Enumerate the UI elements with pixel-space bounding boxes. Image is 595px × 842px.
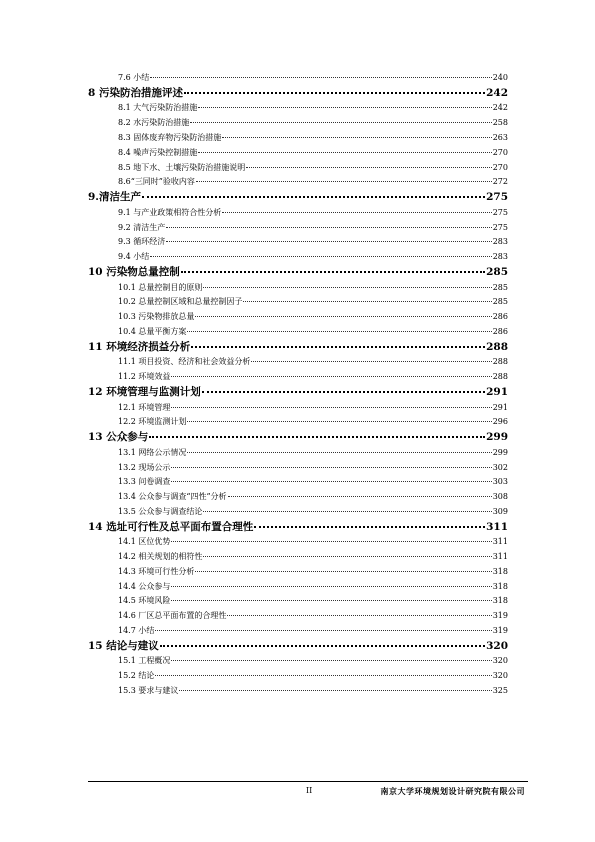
toc-entry-page: 309 (492, 506, 508, 516)
toc-entry-page: 285 (486, 265, 508, 278)
toc-entry-page: 240 (492, 73, 508, 82)
toc-section-entry[interactable] (88, 461, 508, 476)
toc-section-entry[interactable] (88, 446, 508, 461)
toc-entry-page: 286 (492, 312, 508, 322)
toc-entry-page: 288 (486, 340, 508, 353)
toc-entry-page: 270 (492, 147, 508, 157)
toc-entry-title: 10.2 总量控制区域和总量控制因子 (118, 297, 243, 307)
toc-entry-page: 320 (486, 639, 508, 652)
toc-entry-title: 8.3 固体废弃物污染防治措施 (118, 132, 222, 142)
toc-entry-title: 13.4 公众参与调查“四性”分析 (118, 492, 227, 502)
toc-entry-title: 9.2 清洁生产 (118, 222, 166, 232)
toc-entry-page: 285 (492, 282, 508, 292)
toc-entry-title: 9.4 小结 (118, 252, 150, 262)
toc-dot-leader (149, 436, 485, 438)
toc-chapter-entry[interactable] (88, 340, 508, 356)
toc-entry-page: 318 (492, 581, 508, 591)
toc-section-entry[interactable] (88, 310, 508, 325)
toc-entry-page: 299 (486, 431, 508, 444)
toc-entry-page: 291 (492, 402, 508, 412)
toc-entry-page: 288 (492, 372, 508, 382)
toc-dot-leader (179, 690, 491, 691)
toc-section-entry[interactable] (88, 146, 508, 161)
toc-dot-leader (171, 586, 491, 587)
toc-section-entry[interactable] (88, 250, 508, 265)
toc-entry-title: 10.4 总量平衡方案 (118, 326, 187, 336)
toc-section-entry[interactable] (88, 71, 508, 86)
toc-dot-leader (150, 256, 491, 257)
toc-dot-leader (251, 361, 491, 362)
toc-dot-leader (187, 331, 491, 332)
toc-dot-leader (150, 77, 491, 78)
toc-section-entry[interactable] (88, 669, 508, 684)
toc-dot-leader (166, 241, 491, 242)
toc-entry-title: 11 环境经济损益分析 (88, 340, 191, 353)
toc-dot-leader (171, 467, 491, 468)
toc-entry-title: 12.2 环境监测计划 (118, 417, 187, 427)
toc-entry-page: 291 (486, 385, 508, 398)
toc-entry-title: 9.3 循环经济 (118, 237, 166, 247)
toc-entry-page: 303 (492, 477, 508, 487)
toc-chapter-entry[interactable] (88, 385, 508, 401)
toc-dot-leader (195, 316, 491, 317)
toc-entry-title: 8.2 水污染防治措施 (118, 118, 190, 128)
toc-entry-page: 318 (492, 596, 508, 606)
toc-section-entry[interactable] (88, 131, 508, 146)
toc-dot-leader (191, 346, 485, 348)
toc-entry-title: 15.3 要求与建议 (118, 686, 179, 696)
toc-dot-leader (184, 92, 485, 94)
toc-entry-title: 13.3 问卷调查 (118, 477, 171, 487)
toc-dot-leader (171, 481, 491, 482)
toc-entry-title: 9.1 与产业政策相符合性分析 (118, 207, 222, 217)
toc-section-entry[interactable] (88, 370, 508, 385)
footer-organization: 南京大学环境规划设计研究院有限公司 (380, 786, 525, 796)
toc-entry-page: 311 (486, 520, 508, 533)
toc-dot-leader (171, 376, 491, 377)
toc-entry-page: 311 (492, 537, 508, 547)
toc-section-entry[interactable] (88, 295, 508, 310)
toc-section-entry[interactable] (88, 505, 508, 520)
toc-section-entry[interactable] (88, 401, 508, 416)
toc-entry-title: 13 公众参与 (88, 431, 149, 444)
toc-dot-leader (142, 196, 485, 198)
toc-entry-title: 8.1 大气污染防治措施 (118, 103, 198, 113)
toc-entry-page: 283 (492, 237, 508, 247)
toc-section-entry[interactable] (88, 565, 508, 580)
toc-entry-title: 13.1 网络公示情况 (118, 447, 187, 457)
toc-section-entry[interactable] (88, 654, 508, 669)
toc-section-entry[interactable] (88, 355, 508, 370)
toc-entry-title: 9.清洁生产 (88, 191, 141, 204)
toc-section-entry[interactable] (88, 161, 508, 176)
toc-entry-title: 10.1 总量控制目的原则 (118, 282, 203, 292)
toc-entry-page: 275 (492, 207, 508, 217)
toc-entry-title: 12 环境管理与监测计划 (88, 385, 201, 398)
toc-dot-leader (190, 122, 491, 123)
toc-dot-leader (155, 630, 491, 631)
toc-entry-title: 8.6“三同时”验收内容 (118, 177, 195, 187)
toc-dot-leader (254, 526, 485, 528)
toc-entry-title: 12.1 环境管理 (118, 402, 171, 412)
toc-section-entry[interactable] (88, 624, 508, 639)
toc-section-entry[interactable] (88, 281, 508, 296)
toc-entry-title: 7.6 小结 (118, 73, 150, 82)
toc-dot-leader (243, 301, 491, 302)
toc-entry-page: 320 (492, 671, 508, 681)
toc-section-entry[interactable] (88, 325, 508, 340)
toc-section-entry[interactable] (88, 550, 508, 565)
toc-dot-leader (160, 645, 485, 647)
toc-dot-leader (171, 600, 491, 601)
toc-entry-page: 296 (492, 417, 508, 427)
toc-entry-title: 11.2 环境效益 (118, 372, 171, 382)
toc-dot-leader (195, 571, 491, 572)
toc-chapter-entry[interactable] (88, 520, 508, 536)
toc-dot-leader (181, 271, 485, 273)
toc-entry-page: 288 (492, 357, 508, 367)
toc-entry-page: 275 (486, 191, 508, 204)
toc-dot-leader (187, 421, 491, 422)
toc-dot-leader (196, 181, 492, 182)
toc-dot-leader (155, 675, 491, 676)
toc-entry-page: 242 (486, 86, 508, 99)
toc-entry-title: 15.2 结论 (118, 671, 155, 681)
table-of-contents (88, 71, 508, 699)
toc-entry-title: 14.7 小结 (118, 626, 155, 636)
toc-dot-leader (246, 167, 491, 168)
toc-entry-page: 270 (492, 162, 508, 172)
toc-entry-title: 8.5 地下水、土壤污染防治措施说明 (118, 162, 246, 172)
toc-entry-title: 14.6 厂区总平面布置的合理性 (118, 611, 227, 621)
toc-entry-title: 14.4 公众参与 (118, 581, 171, 591)
toc-chapter-entry[interactable] (88, 265, 508, 281)
toc-entry-page: 272 (492, 177, 508, 187)
footer-page-number: II (306, 786, 313, 795)
toc-section-entry[interactable] (88, 221, 508, 236)
toc-chapter-entry[interactable] (88, 639, 508, 655)
toc-entry-page: 242 (492, 103, 508, 113)
toc-entry-page: 299 (492, 447, 508, 457)
toc-entry-title: 14.5 环境风险 (118, 596, 171, 606)
toc-entry-title: 11.1 项目投资、经济和社会效益分析 (118, 357, 251, 367)
toc-entry-page: 285 (492, 297, 508, 307)
toc-dot-leader (222, 212, 491, 213)
toc-section-entry[interactable] (88, 580, 508, 595)
toc-section-entry[interactable] (88, 101, 508, 116)
toc-dot-leader (166, 227, 491, 228)
toc-dot-leader (171, 407, 491, 408)
toc-chapter-entry[interactable] (88, 430, 508, 446)
toc-entry-page: 319 (492, 626, 508, 636)
toc-dot-leader (198, 152, 491, 153)
toc-entry-title: 15.1 工程概况 (118, 656, 171, 666)
toc-dot-leader (227, 615, 491, 616)
toc-entry-page: 263 (492, 132, 508, 142)
toc-entry-title: 14.3 环境可行性分析 (118, 566, 195, 576)
toc-dot-leader (198, 107, 491, 108)
toc-entry-page: 320 (492, 656, 508, 666)
toc-entry-title: 10 污染物总量控制 (88, 265, 180, 278)
toc-dot-leader (171, 541, 491, 542)
toc-section-entry[interactable] (88, 594, 508, 609)
toc-entry-page: 319 (492, 611, 508, 621)
toc-dot-leader (171, 660, 491, 661)
toc-dot-leader (228, 496, 492, 497)
toc-entry-title: 8 污染防治措施评述 (88, 86, 183, 99)
toc-entry-title: 15 结论与建议 (88, 639, 159, 652)
toc-dot-leader (203, 556, 491, 557)
toc-dot-leader (222, 137, 491, 138)
toc-entry-page: 325 (492, 686, 508, 696)
toc-entry-page: 258 (492, 118, 508, 128)
toc-dot-leader (203, 287, 491, 288)
toc-section-entry[interactable] (88, 116, 508, 131)
toc-dot-leader (203, 511, 491, 512)
toc-entry-page: 275 (492, 222, 508, 232)
toc-section-entry[interactable] (88, 490, 508, 505)
toc-entry-title: 14.1 区位优势 (118, 537, 171, 547)
toc-entry-title: 8.4 噪声污染控制措施 (118, 147, 198, 157)
toc-chapter-entry[interactable] (88, 190, 508, 206)
toc-entry-page: 318 (492, 566, 508, 576)
toc-dot-leader (202, 391, 485, 393)
toc-section-entry[interactable] (88, 206, 508, 221)
toc-entry-page: 308 (492, 492, 508, 502)
toc-entry-title: 14 选址可行性及总平面布置合理性 (88, 520, 254, 533)
toc-section-entry[interactable] (88, 535, 508, 550)
toc-section-entry[interactable] (88, 175, 508, 190)
toc-section-entry[interactable] (88, 609, 508, 624)
toc-section-entry[interactable] (88, 475, 508, 490)
toc-section-entry[interactable] (88, 235, 508, 250)
toc-entry-title: 10.3 污染物排放总量 (118, 312, 195, 322)
toc-entry-page: 283 (492, 252, 508, 262)
toc-entry-page: 302 (492, 462, 508, 472)
toc-chapter-entry[interactable] (88, 86, 508, 102)
toc-section-entry[interactable] (88, 684, 508, 699)
toc-section-entry[interactable] (88, 415, 508, 430)
toc-entry-page: 286 (492, 326, 508, 336)
toc-entry-title: 14.2 相关规划的相符性 (118, 552, 203, 562)
toc-entry-title: 13.2 现场公示 (118, 462, 171, 472)
footer-rule (88, 781, 528, 782)
toc-dot-leader (187, 452, 491, 453)
toc-entry-page: 311 (492, 552, 508, 562)
toc-entry-title: 13.5 公众参与调查结论 (118, 506, 203, 516)
